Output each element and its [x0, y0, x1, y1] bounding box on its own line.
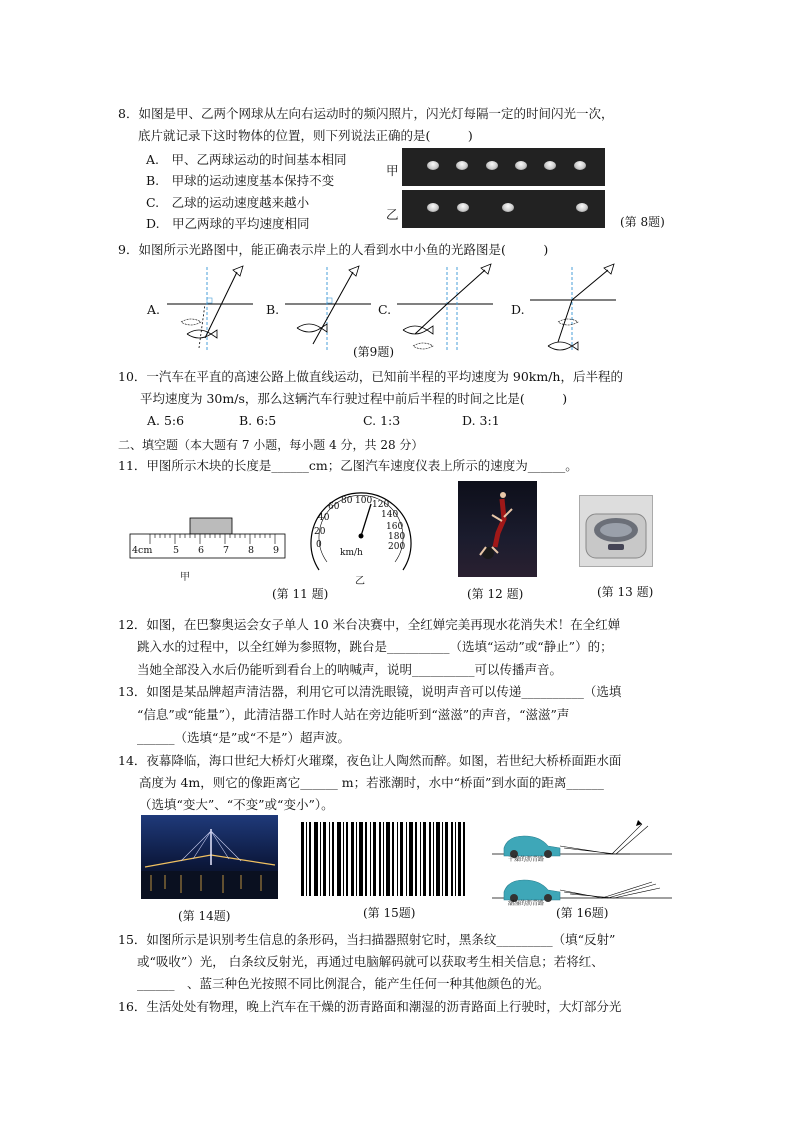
q9-label-d: D. — [511, 302, 525, 317]
q14-line2: 高度为 4m，则它的像距离它______ m；若涨潮时，水中“桥面”到水面的距离______ — [139, 775, 604, 790]
q10-stem-line1: 10．一汽车在平直的高速公路上做直线运动，已知前半程的平均速度为 90km/h，后半程的 — [118, 369, 623, 384]
gauge-tick-100: 100 — [355, 496, 373, 506]
ball-mark — [574, 161, 586, 170]
ruler-tick-8: 8 — [248, 545, 255, 556]
q13-line1: 13．如图是某品牌超声清洁器，利用它可以清洗眼镜，说明声音可以传递__________（选填 — [118, 684, 622, 699]
q16-caption: (第 16题) — [556, 906, 609, 920]
gauge-unit: km/h — [340, 548, 363, 558]
q8-option-d: D. 甲乙两球的平均速度相同 — [146, 216, 310, 231]
strobe-photo-yi — [402, 190, 605, 228]
road-label-dry: 干燥的沥青路 — [508, 856, 545, 863]
q9-diagram-c — [395, 262, 495, 354]
bridge-night-photo — [141, 815, 278, 899]
gauge-tick-180: 180 — [388, 532, 406, 542]
gauge-tick-0: 0 — [316, 540, 322, 550]
ruler-tick-9: 9 — [273, 545, 280, 556]
ball-mark — [544, 161, 556, 170]
ball-mark — [502, 203, 514, 212]
gauge-tick-160: 160 — [386, 522, 404, 532]
gauge-tick-60: 60 — [328, 502, 340, 512]
ball-mark — [427, 161, 439, 170]
ruler-tick-7: 7 — [223, 545, 230, 556]
q10-option-c: C. 1:3 — [363, 413, 401, 428]
ultrasonic-cleaner-photo — [579, 495, 653, 567]
ball-mark — [427, 203, 439, 212]
gauge-tick-120: 120 — [372, 500, 390, 510]
q16-line1: 16．生活处处有物理，晚上汽车在干燥的沥青路面和潮湿的沥青路面上行驶时，大灯部分光 — [118, 999, 622, 1014]
ruler-tick-6: 6 — [198, 545, 205, 556]
q8-stem-line1: 8．如图是甲、乙两个网球从左向右运动时的频闪照片，闪光灯每隔一定的时间闪光一次， — [118, 106, 614, 121]
gauge-tick-140: 140 — [381, 510, 399, 520]
diver-photo — [458, 481, 537, 577]
q12-line3: 当她全部没入水后仍能听到看台上的呐喊声，说明__________可以传播声音。 — [137, 662, 563, 677]
gauge-label: 乙 — [355, 576, 365, 587]
q9-diagram-a — [165, 262, 255, 354]
q14-caption: (第 14题) — [178, 909, 231, 923]
q13-line3: ______（选填“是”或“不是”）超声波。 — [137, 730, 351, 745]
ruler-label: 甲 — [180, 572, 190, 583]
q8-option-a: A. 甲、乙两球运动的时间基本相同 — [146, 152, 347, 167]
q9-label-b: B. — [266, 302, 280, 317]
q14-line3: （选填“变大”、“不变”或“变小”）。 — [139, 797, 334, 812]
q9-label-a: A. — [147, 302, 161, 317]
ball-mark — [456, 161, 468, 170]
q10-option-a: A. 5:6 — [147, 413, 185, 428]
ball-mark — [457, 203, 469, 212]
q11-caption: (第 11 题) — [272, 587, 329, 601]
gauge-tick-20: 20 — [314, 527, 326, 537]
q8-option-c: C. 乙球的运动速度越来越小 — [146, 195, 310, 210]
q13-caption: (第 13 题) — [597, 585, 654, 599]
q10-option-d: D. 3:1 — [462, 413, 500, 428]
q9-stem: 9．如图所示光路图中，能正确表示岸上的人看到水中小鱼的光路图是( ) — [118, 242, 549, 257]
section-heading: 二、填空题（本大题有 7 小题，每小题 4 分，共 28 分） — [118, 438, 424, 452]
q12-line2: 跳入水的过程中，以全红婵为参照物，跳台是__________（选填“运动”或“静止”）的； — [137, 639, 613, 654]
q15-line2: 或“吸收”）光， 白条纹反射光，再通过电脑解码就可以获取考生相关信息；若将红、 — [137, 954, 604, 969]
q8-label-yi: 乙 — [386, 207, 399, 222]
q15-caption: (第 15题) — [363, 906, 416, 920]
q12-caption: (第 12 题) — [467, 587, 524, 601]
ball-mark — [515, 161, 527, 170]
q9-caption: (第9题) — [353, 345, 394, 359]
q9-diagram-b — [283, 262, 373, 354]
ruler-unit: 4cm — [132, 545, 153, 556]
q8-option-b: B. 甲球的运动速度基本保持不变 — [146, 173, 335, 188]
gauge-tick-200: 200 — [388, 542, 406, 552]
strobe-photo-jia — [402, 148, 605, 186]
q10-option-b: B. 6:5 — [239, 413, 277, 428]
q15-line3: ______ 、蓝三种色光按照不同比例混合，能产生任何一种其他颜色的光。 — [137, 976, 550, 991]
q9-diagram-d — [528, 262, 618, 354]
gauge-tick-40: 40 — [318, 513, 330, 523]
q14-line1: 14．夜幕降临，海口世纪大桥灯火璀璨，夜色让人陶然而醉。如图，若世纪大桥桥面距水面 — [118, 753, 622, 768]
q11-stem: 11．甲图所示木块的长度是______cm；乙图汽车速度仪表上所示的速度为______。 — [118, 458, 578, 473]
q8-label-jia: 甲 — [386, 163, 399, 178]
ball-mark — [576, 203, 588, 212]
q8-stem-line2: 底片就记录下这时物体的位置，则下列说法正确的是( ) — [138, 128, 473, 143]
road-label-wet: 潮湿的沥青路 — [508, 900, 545, 907]
barcode-figure — [301, 822, 466, 896]
q9-label-c: C. — [378, 302, 392, 317]
q8-caption: (第 8题) — [620, 215, 665, 229]
q15-line1: 15．如图所示是识别考生信息的条形码，当扫描器照射它时，黑条纹_________（填“反射” — [118, 932, 616, 947]
speedometer-needle — [361, 504, 371, 536]
q13-line2: “信息”或“能量”），此清洁器工作时人站在旁边能听到“滋滋”的声音，“滋滋”声 — [137, 707, 570, 722]
ball-mark — [486, 161, 498, 170]
q12-line1: 12．如图，在巴黎奥运会女子单人 10 米台决赛中，全红婵完美再现水花消失术！在全红婵 — [118, 617, 621, 632]
q10-stem-line2: 平均速度为 30m/s，那么这辆汽车行驶过程中前后半程的时间之比是( ) — [140, 391, 568, 406]
gauge-tick-80: 80 — [341, 496, 353, 506]
ruler-tick-5: 5 — [173, 545, 180, 556]
